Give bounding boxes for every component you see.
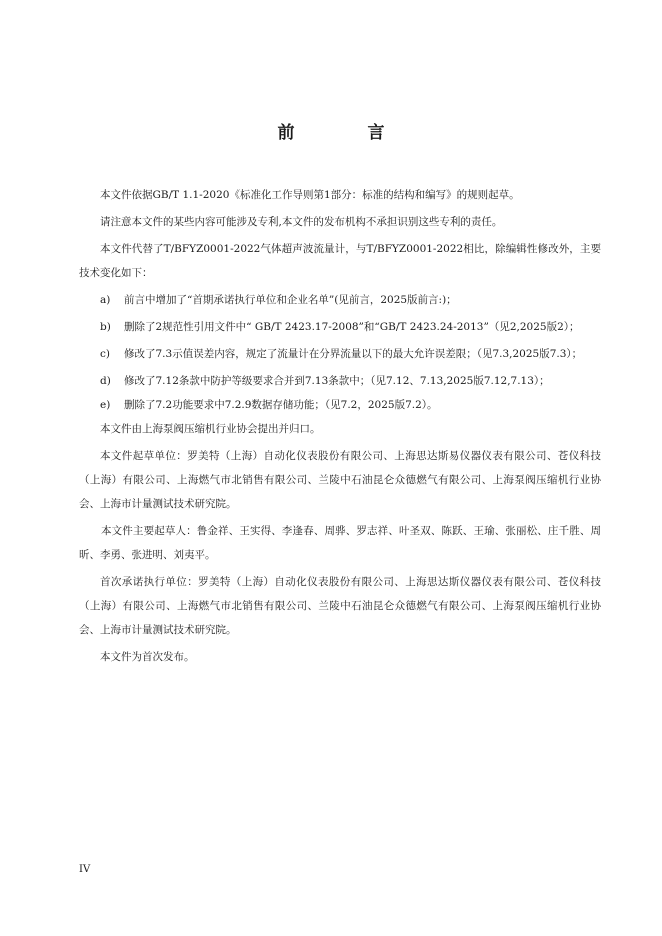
list-item-text: 删除了7.2功能要求中7.2.9数据存储功能；（见7.2，2025版7.2）。 xyxy=(124,399,438,411)
paragraph-committed-units: 首次承诺执行单位：罗美特（上海）自动化仪表股份有限公司、上海思达斯仪器仪表有限公司、苍仪科技（上海）有限公司、上海燃气市北销售有限公司、兰陵中石油昆仑众德燃气有限公司、上海泵阀压缩机行业协会、上海市计量测试技术研究院。 xyxy=(79,576,601,636)
list-item-text: 修改了7.12条款中防护等级要求合并到7.13条款中；（见7.12、7.13,2025版7.12,7.13）； xyxy=(124,375,550,387)
list-item xyxy=(79,288,601,312)
list-item xyxy=(79,393,601,417)
paragraph-drafting-units: 本文件起草单位：罗美特（上海）自动化仪表股份有限公司、上海思达斯易仪器仪表有限公司、苍仪科技（上海）有限公司、上海燃气市北销售有限公司、兰陵中石油昆仑众德燃气有限公司、上海泵阀压缩机行业协会、上海市计量测试技术研究院。 xyxy=(79,450,601,510)
list-item-text: 删除了2规范性引用文件中“ GB/T 2423.17-2008”和“GB/T 2423.24-2013”（见2,2025版2）； xyxy=(124,321,580,333)
list-item xyxy=(79,342,601,366)
list-item-text: 修改了7.3示值误差内容，规定了流量计在分界流量以下的最大允许误差限；（见7.3,2025版7.3）； xyxy=(124,348,583,360)
paragraph-drafting-basis: 本文件依据GB/T 1.1-2020《标准化工作导则第1部分：标准的结构和编写》的规则起草。 xyxy=(100,189,520,201)
list-item-text: 前言中增加了“首期承诺执行单位和企业名单”(见前言，2025版前言:)； xyxy=(124,294,457,306)
list-marker: e) xyxy=(100,399,111,411)
paragraph-replacement: 本文件代替了T/BFYZ0001-2022气体超声波流量计，与T/BFYZ0001-2022相比，除编辑性修改外，主要技术变化如下： xyxy=(79,243,601,279)
list-marker: a) xyxy=(100,294,111,306)
paragraph-patent-notice: 请注意本文件的某些内容可能涉及专利,本文件的发布机构不承担识别这些专利的责任。 xyxy=(100,216,503,228)
page-title: 前 言 xyxy=(277,123,413,143)
list-marker: b) xyxy=(100,321,111,333)
paragraph-drafters: 本文件主要起草人：鲁金祥、王实得、李逢春、周骅、罗志祥、叶圣双、陈跃、王瑜、张丽松、庄千胜、周昕、李勇、张进明、刘夷平。 xyxy=(79,525,601,561)
list-marker: d) xyxy=(100,375,111,387)
document-body xyxy=(79,183,601,669)
list-item xyxy=(79,315,601,339)
list-item xyxy=(79,369,601,393)
list-marker: c) xyxy=(100,348,110,360)
paragraph-proposer: 本文件由上海泵阀压缩机行业协会提出并归口。 xyxy=(100,423,321,435)
paragraph-first-release: 本文件为首次发布。 xyxy=(100,651,195,663)
page-number: IV xyxy=(79,864,91,875)
